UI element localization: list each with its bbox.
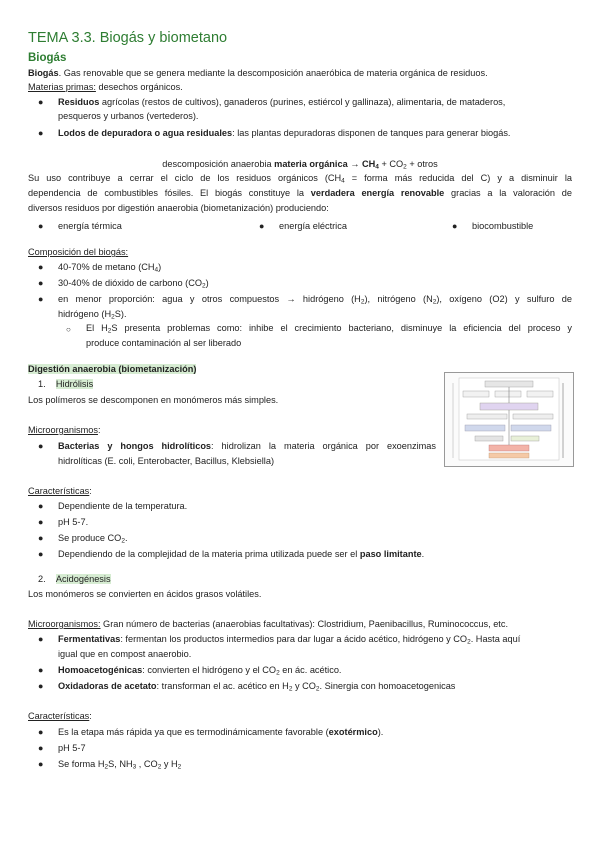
bullet-icon: ●: [38, 517, 44, 527]
carac-sub: 2: [121, 537, 125, 545]
uso-text: dependencia de combustibles fósiles. El biogás constituye la: [28, 188, 311, 198]
equation-bold: materia orgánica → CH: [274, 159, 376, 169]
step-acidogenesis: [38, 573, 582, 586]
residuos-item: [58, 96, 572, 109]
comp-text: ), nitrógeno (N: [364, 294, 433, 304]
carac1-item: Dependiente de la temperatura.: [58, 501, 188, 511]
carac-colon: :: [89, 486, 92, 496]
uso-text: = forma más reducida del C) y a disminuir la: [344, 173, 572, 183]
comp-text: ), oxígeno (O2) y sulfuro de: [436, 294, 572, 304]
bullet-icon: ●: [38, 128, 44, 138]
comp-text: hidrógeno (H: [58, 309, 112, 319]
micro-label: Microorganismos: [28, 425, 98, 435]
carac2-heading: [28, 710, 572, 723]
carac2-item: [58, 726, 572, 739]
bullet-icon: ●: [38, 278, 44, 288]
comp-sub: 2: [107, 327, 112, 335]
biogas-definition-text: . Gas renovable que se genera mediante la descomposición anaeróbica de materia orgánica de residuos.: [58, 68, 488, 78]
product-electrica: energía eléctrica: [279, 221, 347, 231]
equation-prefix: descomposición anaerobia: [162, 159, 275, 169]
bullet-icon: ●: [38, 97, 44, 107]
step2-description: Los monómeros se convierten en ácidos grasos volátiles.: [28, 589, 262, 599]
carac2-text: ).: [377, 727, 384, 737]
micro-heading: [28, 424, 428, 437]
homoacetogenicas-item: [58, 664, 572, 677]
comp-text: 30-40% de dióxido de carbono (CO: [58, 278, 203, 288]
oxidadoras-item: [58, 680, 572, 693]
materias-label: Materias primas:: [28, 82, 96, 92]
product-biocombustible: biocombustible: [472, 221, 534, 231]
materias-text: desechos orgánicos.: [95, 82, 183, 92]
micro2-text: Gran número de bacterias (anaerobias facultativas): Clostridium, Paenibacillus, Ruminococcus, etc.: [100, 619, 508, 629]
bacterias-line2: hidrolíticas (E. coli, Enterobacter, Bacillus, Klebsiella): [58, 456, 274, 466]
bullet-icon: ●: [38, 294, 44, 304]
biogas-term: Biogás: [28, 68, 59, 78]
ferm-sub: 2: [467, 638, 471, 646]
micro2-line: [28, 618, 572, 631]
comp-sub: 2: [202, 282, 206, 290]
carac2-label: Características: [28, 711, 90, 721]
comp-otros: [58, 293, 572, 306]
comp-text: en menor proporción: agua y otros compuestos → hidrógeno (H: [58, 294, 361, 304]
bullet-icon: ●: [38, 549, 44, 559]
biogas-definition: [28, 67, 572, 80]
bacterias-term: Bacterias y hongos hidrolíticos: [58, 441, 212, 451]
homo-sub: 2: [276, 669, 280, 677]
step-label: Acidogénesis: [55, 574, 111, 584]
ferm-text: . Hasta aquí: [470, 634, 521, 644]
uso-line3: diversos residuos por digestión anaerobia (biometanización) produciendo:: [28, 203, 329, 213]
carac-text: Dependiendo de la complejidad de la materia prima utilizada puede ser el: [58, 549, 360, 559]
uso-line2: [28, 187, 572, 200]
carac2-text: S, NH: [108, 759, 133, 769]
equation-sub: 4: [375, 163, 379, 171]
digestion-diagram-icon: [445, 373, 573, 466]
residuos-line2: pesqueros y urbanos (vertederos).: [58, 111, 199, 121]
uso-bold: verdadera energía renovable: [310, 188, 445, 198]
oxid-sub: 2: [315, 685, 320, 693]
carac2-item: pH 5-7: [58, 743, 86, 753]
comp-text: S presenta problemas como: inhibe el crecimiento bacteriano, disminuye la eficiencia del proceso y: [111, 323, 572, 333]
carac-text: .: [124, 533, 128, 543]
lodos-text: : las plantas depuradoras disponen de tanques para generar biogás.: [232, 128, 511, 138]
bullet-icon: ●: [38, 262, 44, 272]
bullet-icon: ●: [259, 221, 265, 231]
bullet-icon: ●: [38, 441, 44, 451]
micro2-label: Microorganismos:: [28, 619, 101, 629]
comp-otros-line2: [58, 308, 572, 321]
carac-bold: paso limitante: [359, 549, 422, 559]
uso-sub: 4: [341, 177, 345, 185]
comp-sub: 4: [154, 266, 159, 274]
equation-co2: + CO: [378, 159, 404, 169]
oxid-text: : transforman el ac. acético en H: [156, 681, 289, 691]
bullet-icon: ●: [38, 681, 44, 691]
carac2-sub: 2: [104, 763, 109, 771]
oxid-text: . Sinergia con homoacetogenicas: [319, 681, 456, 691]
materias-primas: [28, 81, 572, 94]
comp-text: ): [158, 262, 162, 272]
comp-text: 40-70% de metano (CH: [58, 262, 155, 272]
bullet-icon: ●: [38, 759, 44, 769]
product-termica: energía térmica: [58, 221, 122, 231]
step1-description: Los polímeros se descomponen en monómeros más simples.: [28, 395, 279, 405]
fermentativas-line2: igual que en compost anaerobio.: [58, 649, 192, 659]
uso-line1: [28, 172, 572, 185]
digestion-title: Digestión anaerobia (biometanización): [28, 364, 197, 374]
step-number: 2.: [38, 574, 46, 584]
ferm-term: Fermentativas: [58, 634, 121, 644]
composicion-label: Composición del biogás:: [28, 247, 129, 257]
uso-text: gracias a la valoración de: [444, 188, 572, 198]
carac2-sub: 2: [177, 763, 182, 771]
lodos-term: Lodos de depuradora o agua residuales: [58, 128, 233, 138]
bullet-icon: ●: [38, 743, 44, 753]
reaction-equation: [28, 158, 572, 171]
carac-text: Se produce CO: [58, 533, 122, 543]
fermentativas-item: [58, 633, 572, 646]
carac1-item: pH 5-7.: [58, 517, 89, 527]
carac2-colon: :: [89, 711, 92, 721]
step-number: 1.: [38, 379, 46, 389]
h2s-note-line2: produce contaminación al ser liberado: [86, 338, 242, 348]
residuos-term: Residuos: [58, 97, 100, 107]
page-title: TEMA 3.3. Biogás y biometano: [28, 30, 228, 46]
equation-sub: 2: [403, 163, 407, 171]
section-heading-biogas: Biogás: [28, 52, 67, 64]
micro-colon: :: [97, 425, 101, 435]
carac-heading: [28, 485, 572, 498]
bullet-icon: ●: [38, 727, 44, 737]
carac2-bold: exotérmico: [328, 727, 378, 737]
bacterias-item: [58, 440, 436, 453]
homo-text: : convierten el hidrógeno y el CO: [142, 665, 277, 675]
comp-text: ): [205, 278, 209, 288]
sub-bullet-icon: ○: [66, 325, 71, 334]
comp-text: S).: [114, 309, 127, 319]
bullet-icon: ●: [38, 221, 44, 231]
carac1-item: [58, 532, 572, 545]
ferm-text: : fermentan los productos intermedios para dar lugar a ácido acético, hidrógeno y CO: [120, 634, 468, 644]
oxid-term: Oxidadoras de acetato: [58, 681, 157, 691]
carac2-text: Es la etapa más rápida ya que es termodinámicamente favorable (: [58, 727, 329, 737]
bullet-icon: ●: [38, 665, 44, 675]
uso-text: Su uso contribuye a cerrar el ciclo de los residuos orgánicos (CH: [28, 173, 342, 183]
oxid-text: y CO: [292, 681, 316, 691]
bullet-icon: ●: [452, 221, 458, 231]
bullet-icon: ●: [38, 501, 44, 511]
homo-term: Homoacetogénicas: [58, 665, 143, 675]
carac2-text: Se forma H: [58, 759, 105, 769]
carac2-sub: 2: [157, 763, 162, 771]
step-label: Hidrólisis: [55, 379, 94, 389]
comp-sub: 2: [432, 298, 437, 306]
comp-sub: 2: [111, 313, 115, 321]
lodos-item: [58, 127, 572, 140]
oxid-sub: 2: [288, 685, 293, 693]
carac-label: Características: [28, 486, 90, 496]
comp-metano: [58, 261, 572, 274]
carac2-text: , CO: [136, 759, 158, 769]
h2s-note: [86, 322, 572, 335]
comp-text: El H: [86, 323, 108, 333]
comp-sub: 2: [360, 298, 365, 306]
homo-text: en ác. acético.: [279, 665, 342, 675]
carac-text: .: [421, 549, 425, 559]
equation-otros: + otros: [406, 159, 438, 169]
bullet-icon: ●: [38, 634, 44, 644]
bullet-icon: ●: [38, 533, 44, 543]
carac2-item: [58, 758, 572, 771]
carac2-text: y H: [161, 759, 178, 769]
bacterias-text: : hidrolizan la materia orgánica por exoenzimas: [211, 441, 436, 451]
comp-co2: [58, 277, 572, 290]
carac2-sub: 3: [132, 763, 137, 771]
digestion-diagram-image: [444, 372, 574, 467]
carac1-item: [58, 548, 572, 561]
residuos-text: agrícolas (restos de cultivos), ganaderos (purines, estiércol y gallinaza), alimentaria, de mataderos,: [99, 97, 506, 107]
